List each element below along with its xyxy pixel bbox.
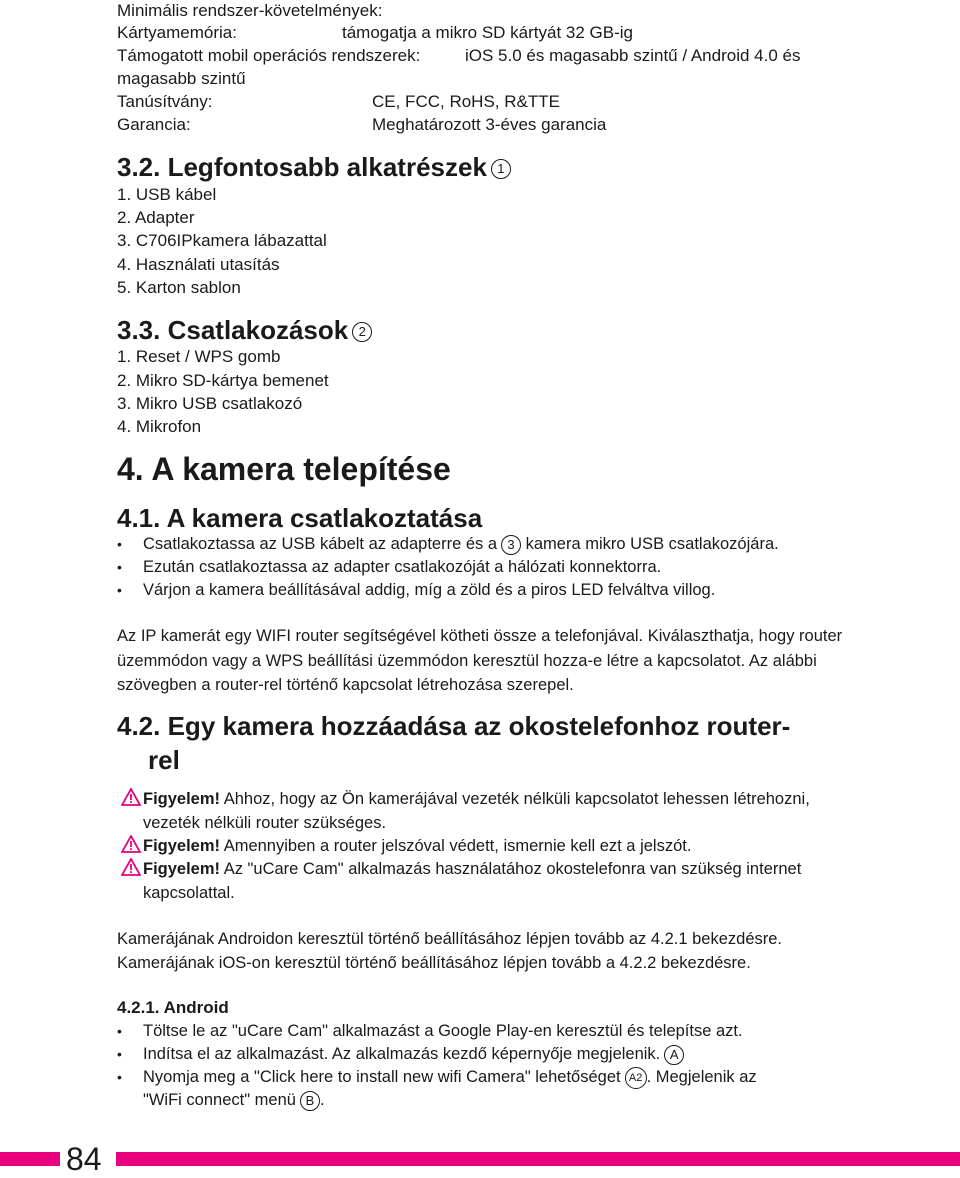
- list-item: • Nyomja meg a "Click here to install new wifi Camera" lehetőséget A2 . Megjelenik az "WiFi connect" menü B .: [117, 1066, 757, 1112]
- specs-title: Minimális rendszer-követelmények:: [117, 1, 383, 20]
- paragraph: Az IP kamerát egy WIFI router segítségével kötheti össze a telefonjával. Kiválaszthatja, hogy router üzemmódon vagy a WPS beállítási üzemmódon keresztül hozza-e létre a kapcsolatot. Az alábbi szövegben a router-rel történő kapcsolat létrehozása szerepel.: [117, 627, 843, 694]
- figure-ref-badge: B: [300, 1091, 320, 1111]
- footer-bar: [0, 1141, 960, 1177]
- spec-row-os: [117, 45, 801, 67]
- section-3-3-heading: 3.3. Csatlakozások 2: [117, 314, 372, 346]
- connection-steps: [117, 533, 779, 602]
- list-item: 4. Használati utasítás: [117, 255, 280, 274]
- list-item: • Csatlakoztassa az USB kábelt az adapterre és a 3 kamera mikro USB csatlakozójára.: [117, 533, 779, 556]
- spec-value: iOS 5.0 és magasabb szintű / Android 4.0 és: [465, 46, 801, 65]
- section-4-2-heading-cont: rel: [148, 745, 180, 775]
- ios-note: Kamerájának iOS-on keresztül történő beállításához lépjen tovább a 4.2.2 bekezdésre.: [117, 954, 751, 972]
- figure-ref-badge: 1: [491, 159, 511, 179]
- warning-note: Figyelem! Az "uCare Cam" alkalmazás használatához okostelefonra van szükség internet kapcsolattal.: [117, 857, 833, 905]
- warning-icon: [121, 835, 141, 853]
- list-item: • Ezután csatlakoztassa az adapter csatlakozóját a hálózati konnektorra.: [117, 556, 779, 579]
- figure-ref-badge: A2: [625, 1067, 647, 1089]
- warning-icon: [121, 788, 141, 806]
- section-4-2-heading: 4.2. Egy kamera hozzáadása az okostelefonhoz router-: [117, 711, 791, 741]
- spec-label: Tanúsítvány:: [117, 92, 213, 111]
- list-item: 4. Mikrofon: [117, 417, 202, 436]
- spec-row-warranty: [117, 114, 607, 136]
- android-note: Kamerájának Androidon keresztül történő beállításához lépjen tovább az 4.2.1 bekezdésre.: [117, 930, 783, 948]
- spec-label: Garancia:: [117, 115, 191, 134]
- section-3-2-heading: 3.2. Legfontosabb alkatrészek 1: [117, 151, 511, 183]
- figure-ref-badge: 2: [352, 322, 372, 342]
- android-steps: [117, 1020, 757, 1112]
- spec-value: Meghatározott 3-éves garancia: [372, 115, 607, 134]
- list-item: 1. USB kábel: [117, 185, 217, 204]
- spec-row-os-cont: magasabb szintű: [117, 69, 246, 88]
- footer-accent-left: [0, 1152, 60, 1166]
- page-number: 84: [66, 1141, 102, 1177]
- section-4-heading: 4. A kamera telepítése: [117, 451, 451, 487]
- list-item: 2. Adapter: [117, 208, 195, 227]
- list-item: • Várjon a kamera beállításával addig, míg a zöld és a piros LED felváltva villog.: [117, 579, 779, 602]
- spec-row-memory: [117, 22, 634, 44]
- list-item: • Indítsa el az alkalmazást. Az alkalmazás kezdő képernyője megjelenik. A: [117, 1043, 757, 1066]
- list-item: 3. C706IPkamera lábazattal: [117, 231, 327, 250]
- spec-value: támogatja a mikro SD kártyát 32 GB-ig: [342, 23, 634, 42]
- section-4-1-heading: 4.1. A kamera csatlakoztatása: [117, 503, 483, 533]
- footer-accent-right: [116, 1152, 960, 1166]
- spec-value: CE, FCC, RoHS, R&TTE: [372, 92, 560, 111]
- spec-row-cert: [117, 91, 560, 113]
- list-item: 2. Mikro SD-kártya bemenet: [117, 371, 329, 390]
- figure-ref-badge: 3: [501, 535, 521, 555]
- figure-ref-badge: A: [664, 1045, 684, 1065]
- list-item: 5. Karton sablon: [117, 278, 241, 297]
- warning-note: Figyelem! Amennyiben a router jelszóval védett, ismernie kell ezt a jelszót.: [117, 834, 833, 858]
- section-4-2-1-heading: 4.2.1. Android: [117, 998, 229, 1017]
- spec-label: Kártyamemória:: [117, 23, 237, 42]
- list-item: 3. Mikro USB csatlakozó: [117, 394, 303, 413]
- spec-label: Támogatott mobil operációs rendszerek:: [117, 46, 421, 65]
- warning-note: Figyelem! Ahhoz, hogy az Ön kamerájával vezeték nélküli kapcsolatot lehessen létrehozni, vezeték nélküli router szükséges.: [117, 787, 833, 835]
- list-item: • Töltse le az "uCare Cam" alkalmazást a Google Play-en keresztül és telepítse azt.: [117, 1020, 757, 1043]
- list-item: 1. Reset / WPS gomb: [117, 347, 281, 366]
- warning-icon: [121, 858, 141, 876]
